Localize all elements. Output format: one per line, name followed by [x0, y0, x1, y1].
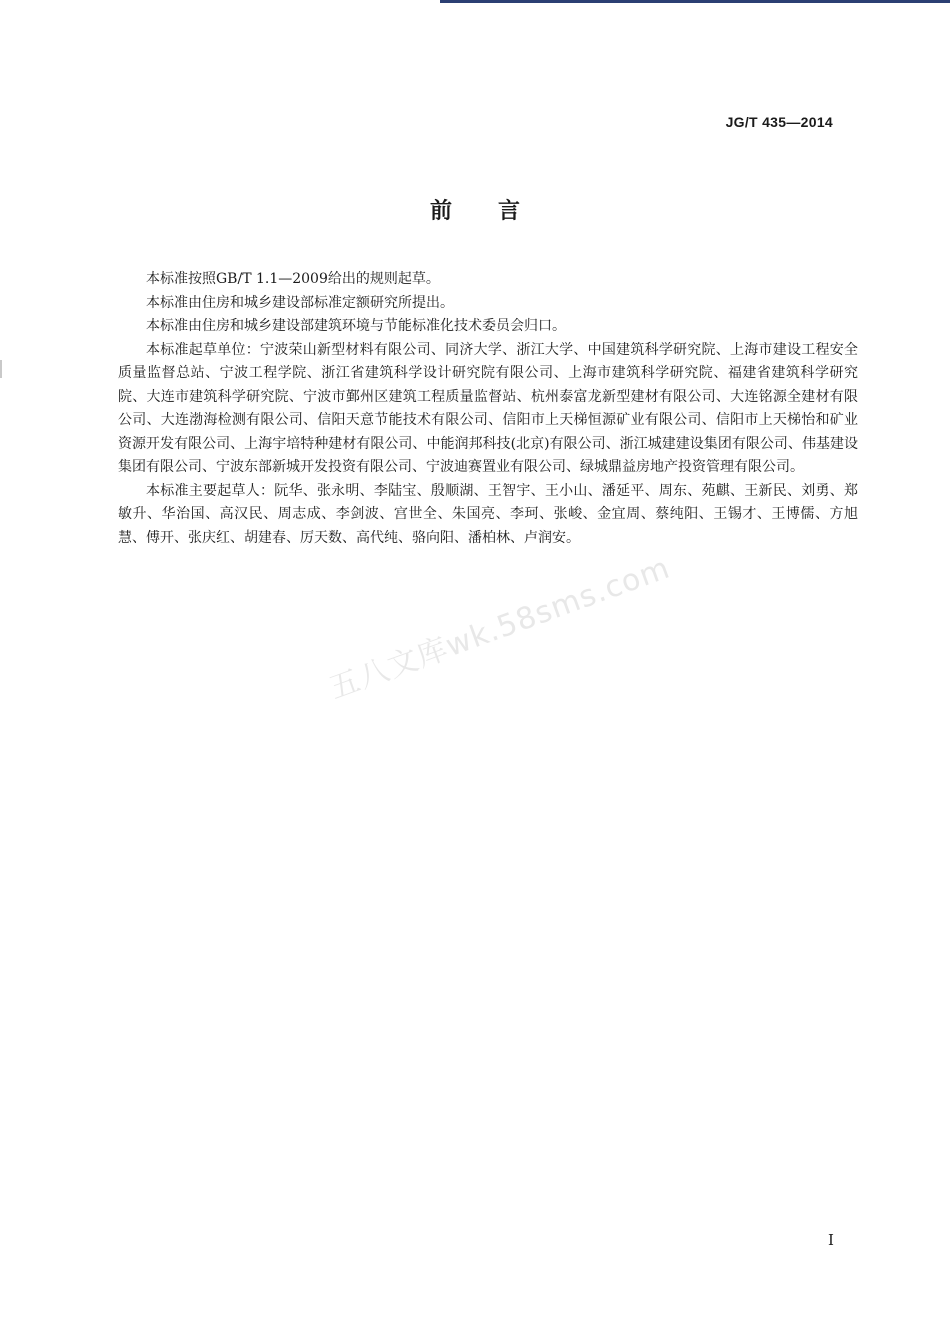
standard-code: JG/T 435—2014 [725, 114, 833, 130]
paragraph-centralized-by: 本标准由住房和城乡建设部建筑环境与节能标准化技术委员会归口。 [146, 318, 566, 334]
scan-edge-mark [0, 360, 2, 378]
page-number: I [828, 1231, 834, 1249]
paragraph-proposer: 本标准由住房和城乡建设部标准定额研究所提出。 [146, 294, 454, 311]
paragraph-drafting-rules: 本标准按照GB/T 1.1—2009给出的规则起草。 [146, 271, 440, 287]
paragraph-drafters: 本标准主要起草人：阮华、张永明、李陆宝、殷顺湖、王智宇、王小山、潘延平、周东、苑麒、王新民、刘勇、郑敏升、华治国、高汉民、周志成、李剑波、宫世全、朱国亮、李珂、张峻、金宜周、蔡纯阳、王锡才、王博儒、方旭慧、傅开、张庆红、胡建春、厉天数、高代纯、骆向阳、潘柏林、卢润安。 [118, 482, 858, 546]
watermark: 五八文库wk.58sms.com [324, 550, 675, 707]
body-text [118, 268, 858, 550]
top-border-line [440, 0, 950, 3]
paragraph-drafting-units: 本标准起草单位：宁波荣山新型材料有限公司、同济大学、浙江大学、中国建筑科学研究院、上海市建设工程安全质量监督总站、宁波工程学院、浙江省建筑科学设计研究院有限公司、上海市建筑科学研究院、福建省建筑科学研究院、大连市建筑科学研究院、宁波市鄞州区建筑工程质量监督站、杭州泰富龙新型建材有限公司、大连铭源全建材有限公司、大连渤海检测有限公司、信阳天意节能技术有限公司、信阳市上天梯恒源矿业有限公司、信阳市上天梯怡和矿业资源开发有限公司、上海宇培特种建材有限公司、中能润邦科技(北京)有限公司、浙江城建建设集团有限公司、伟基建设集团有限公司、宁波东部新城开发投资有限公司、宁波迪赛置业有限公司、绿城鼎益房地产投资管理有限公司。 [118, 341, 858, 475]
page-title: 前言 [429, 199, 566, 224]
